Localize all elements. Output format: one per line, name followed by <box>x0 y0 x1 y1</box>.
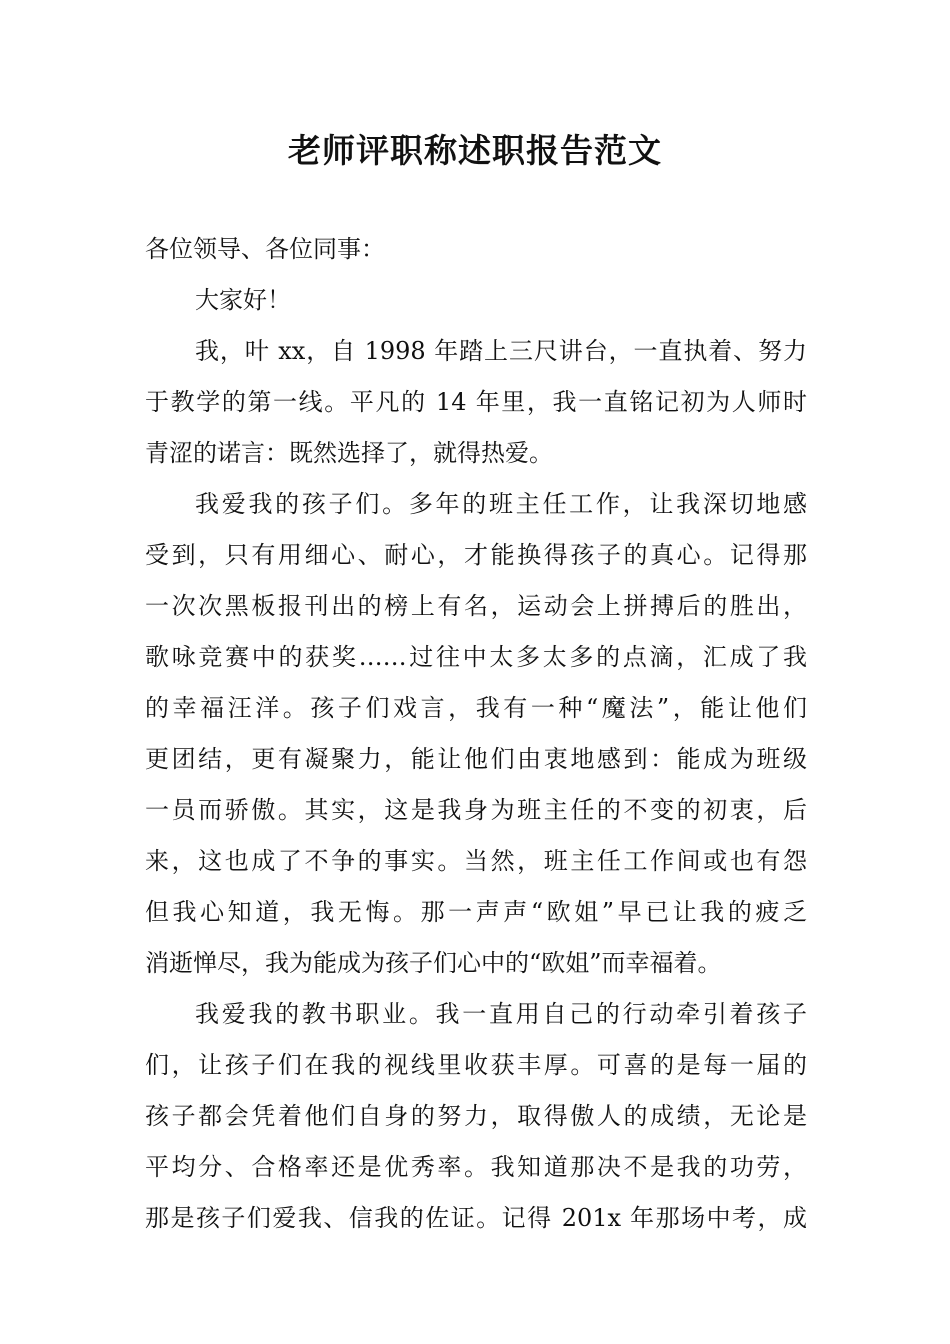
text-line: 那是孩子们爱我、信我的佐证。记得 201x 年那场中考，成 <box>145 1204 807 1232</box>
text-line: 我爱我的教书职业。我一直用自己的行动牵引着孩子 <box>195 1000 807 1028</box>
text-line: 们，让孩子们在我的视线里收获丰厚。可喜的是每一届的 <box>145 1051 807 1079</box>
document-title: 老师评职称述职报告范文 <box>288 131 662 170</box>
text-line: 大家好！ <box>195 286 291 314</box>
document-body <box>145 224 807 1244</box>
text-line: 来，这也成了不争的事实。当然，班主任工作间或也有怨 <box>145 847 807 875</box>
text-line: 消逝惮尽，我为能成为孩子们心中的“欧姐”而幸福着。 <box>145 949 722 977</box>
text-line: 孩子都会凭着他们自身的努力，取得傲人的成绩，无论是 <box>145 1102 807 1130</box>
text-line: 于教学的第一线。平凡的 14 年里，我一直铭记初为人师时 <box>145 388 807 416</box>
text-line: 青涩的诺言：既然选择了，就得热爱。 <box>145 439 553 467</box>
text-line: 平均分、合格率还是优秀率。我知道那决不是我的功劳， <box>145 1153 807 1181</box>
text-line: 的幸福汪洋。孩子们戏言，我有一种“魔法”，能让他们 <box>145 694 807 722</box>
text-line: 歌咏竞赛中的获奖……过往中太多太多的点滴，汇成了我 <box>145 643 807 671</box>
text-line: 一次次黑板报刊出的榜上有名，运动会上拼搏后的胜出， <box>145 592 807 620</box>
text-line: 但我心知道，我无悔。那一声声“欧姐”早已让我的疲乏 <box>145 898 807 926</box>
text-line: 我爱我的孩子们。多年的班主任工作，让我深切地感 <box>195 490 807 518</box>
text-line: 各位领导、各位同事： <box>145 235 385 263</box>
text-line: 我，叶 xx，自 1998 年踏上三尺讲台，一直执着、努力 <box>195 337 807 365</box>
text-line: 受到，只有用细心、耐心，才能换得孩子的真心。记得那 <box>145 541 807 569</box>
text-line: 一员而骄傲。其实，这是我身为班主任的不变的初衷，后 <box>145 796 807 824</box>
text-line: 更团结，更有凝聚力，能让他们由衷地感到：能成为班级 <box>145 745 807 773</box>
